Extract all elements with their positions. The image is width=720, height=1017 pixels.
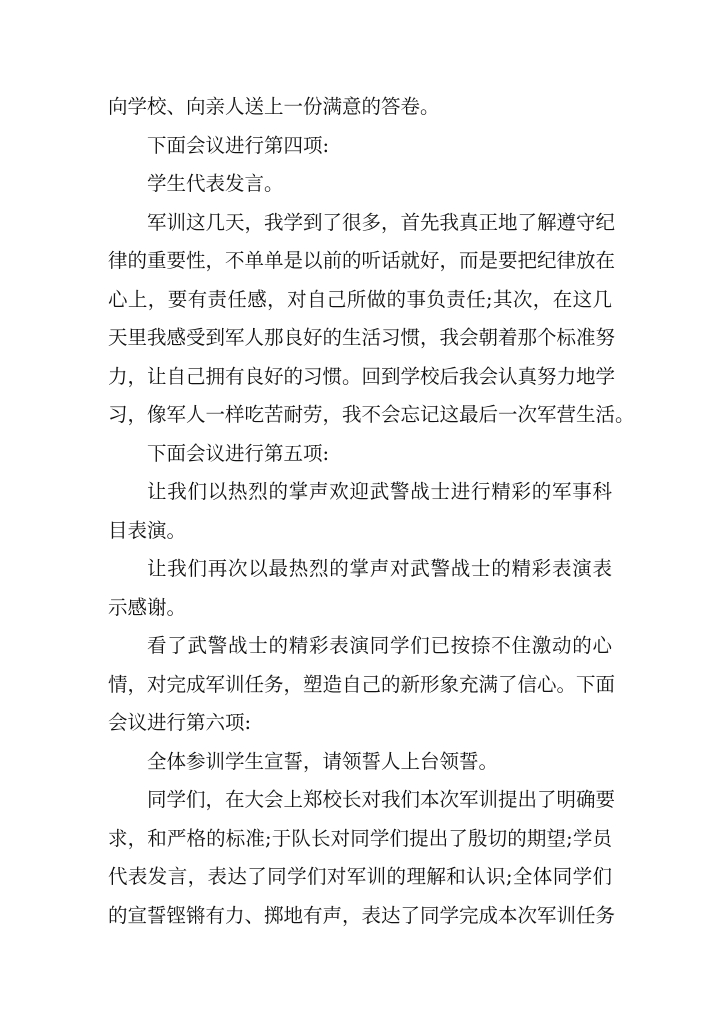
text-line: 向学校、向亲人送上一份满意的答卷。 xyxy=(108,95,440,118)
text-line: 让我们再次以最热烈的掌声对武警战士的精彩表演表 xyxy=(147,557,612,580)
text-line: 全体参训学生宣誓，请领誓人上台领誓。 xyxy=(147,749,499,773)
text-line: 心上，要有责任感，对自己所做的事负责任;其次，在这几 xyxy=(108,287,612,311)
text-line: 情，对完成军训任务，塑造自己的新形象充满了信心。下面 xyxy=(108,672,616,696)
text-line: 天里我感受到军人那良好的生活习惯，我会朝着那个标准努 xyxy=(108,326,616,349)
text-line: 下面会议进行第五项: xyxy=(147,441,330,465)
text-line: 军训这几天，我学到了很多，首先我真正地了解遵守纪 xyxy=(147,210,616,234)
text-line: 力，让自己拥有良好的习惯。回到学校后我会认真努力地学 xyxy=(108,364,616,388)
text-line: 律的重要性，不单单是以前的听话就好，而是要把纪律放在 xyxy=(108,249,616,272)
text-line: 看了武警战士的精彩表演同学们已按捺不住激动的心 xyxy=(147,634,612,657)
text-line: 目表演。 xyxy=(108,518,187,542)
text-line: 会议进行第六项: xyxy=(108,711,252,734)
text-line: 下面会议进行第四项: xyxy=(147,133,330,157)
text-line: 学生代表发言。 xyxy=(147,172,284,195)
text-line: 求，和严格的标准;于队长对同学们提出了殷切的期望;学员 xyxy=(108,826,612,850)
text-line: 示感谢。 xyxy=(108,595,187,619)
text-line: 代表发言，表达了同学们对军训的理解和认识;全体同学们 xyxy=(108,865,612,888)
text-line: 让我们以热烈的掌声欢迎武警战士进行精彩的军事科 xyxy=(147,480,612,503)
text-line: 同学们，在大会上郑校长对我们本次军训提出了明确要 xyxy=(147,788,616,811)
document-body xyxy=(108,88,635,935)
text-line: 习，像军人一样吃苦耐劳，我不会忘记这最后一次军营生活。 xyxy=(108,403,635,426)
text-line: 的宣誓铿锵有力、掷地有声，表达了同学完成本次军训任务 xyxy=(108,903,616,927)
